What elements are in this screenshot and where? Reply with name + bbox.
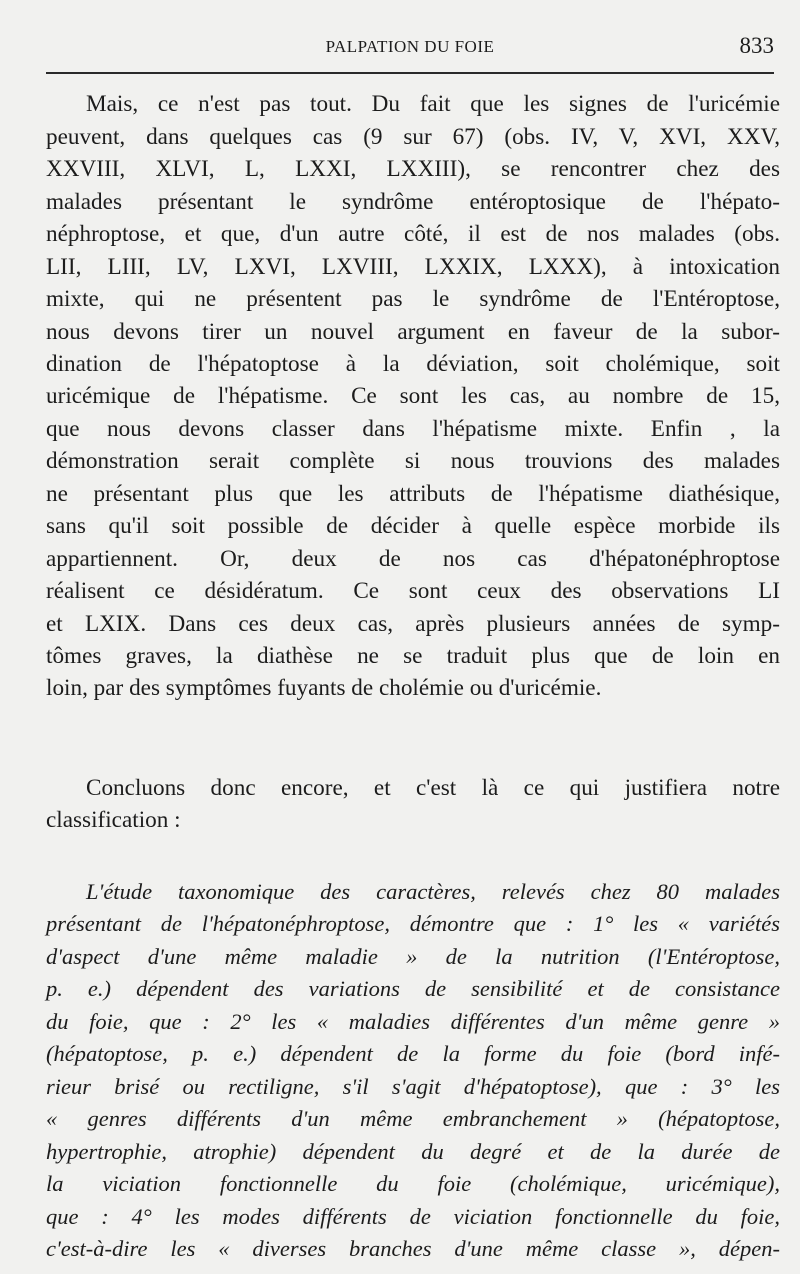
- text-line: d'aspect d'une même maladie » de la nutrition (l'Entéroptose,: [46, 944, 780, 969]
- page-header: [46, 33, 774, 63]
- text-line: XXVIII, XLVI, L, LXXI, LXXIII), se rencontrer chez des: [46, 156, 780, 182]
- text-line: uricémique de l'hépatisme. Ce sont les cas, au nombre de 15,: [46, 383, 780, 409]
- text-line: néphroptose, et que, d'un autre côté, il est de nos malades (obs.: [46, 221, 780, 247]
- page-number: 833: [739, 33, 774, 58]
- text-line: la viciation fonctionnelle du foie (cholémique, uricémique),: [46, 1171, 780, 1196]
- text-line: rieur brisé ou rectiligne, s'il s'agit d'hépatoptose), que : 3° les: [46, 1074, 780, 1099]
- text-line: appartiennent. Or, deux de nos cas d'hépatonéphroptose: [46, 546, 780, 572]
- text-line: L'étude taxonomique des caractères, relevés chez 80 malades: [86, 879, 780, 904]
- text-line: LII, LIII, LV, LXVI, LXVIII, LXXIX, LXXX), à intoxication: [46, 254, 780, 280]
- text-line: du foie, que : 2° les « maladies différentes d'un même genre »: [46, 1009, 780, 1034]
- text-line: malades présentant le syndrôme entéroptosique de l'hépato-: [46, 189, 780, 215]
- text-line: loin, par des symptômes fuyants de cholémie ou d'uricémie.: [46, 675, 602, 701]
- text-line: p. e.) dépendent des variations de sensibilité et de consistance: [46, 976, 780, 1001]
- text-line: que : 4° les modes différents de viciation fonctionnelle du foie,: [46, 1204, 780, 1229]
- text-line: (hépatoptose, p. e.) dépendent de la forme du foie (bord infé-: [46, 1041, 780, 1066]
- text-line: que nous devons classer dans l'hépatisme mixte. Enfin , la: [46, 416, 780, 442]
- text-line: hypertrophie, atrophie) dépendent du degré et de la durée de: [46, 1139, 780, 1164]
- text-line: réalisent ce désidératum. Ce sont ceux des observations LI: [46, 578, 780, 604]
- text-line: dination de l'hépatoptose à la déviation, soit cholémique, soit: [46, 351, 780, 377]
- text-line: démonstration serait complète si nous trouvions des malades: [46, 448, 780, 474]
- running-head: PALPATION DU FOIE: [325, 37, 495, 56]
- text-line: sans qu'il soit possible de décider à quelle espèce morbide ils: [46, 513, 780, 539]
- text-line: Mais, ce n'est pas tout. Du fait que les signes de l'uricémie: [86, 91, 780, 117]
- text-line: classification :: [46, 807, 181, 833]
- header-rule: [46, 72, 774, 74]
- text-line: « genres différents d'un même embranchement » (hépatoptose,: [46, 1106, 780, 1131]
- text-line: Concluons donc encore, et c'est là ce qui justifiera notre: [86, 775, 780, 801]
- text-line: et LXIX. Dans ces deux cas, après plusieurs années de symp-: [46, 611, 780, 637]
- text-line: ne présentant plus que les attributs de l'hépatisme diathésique,: [46, 481, 780, 507]
- text-line: tômes graves, la diathèse ne se traduit plus que de loin en: [46, 643, 780, 669]
- text-line: peuvent, dans quelques cas (9 sur 67) (obs. IV, V, XVI, XXV,: [46, 124, 780, 150]
- text-line: nous devons tirer un nouvel argument en faveur de la subor-: [46, 319, 780, 345]
- text-line: c'est-à-dire les « diverses branches d'une même classe », dépen-: [46, 1236, 780, 1261]
- text-line: présentant de l'hépatonéphroptose, démontre que : 1° les « variétés: [46, 911, 780, 936]
- text-line: mixte, qui ne présentent pas le syndrôme de l'Entéroptose,: [46, 286, 780, 312]
